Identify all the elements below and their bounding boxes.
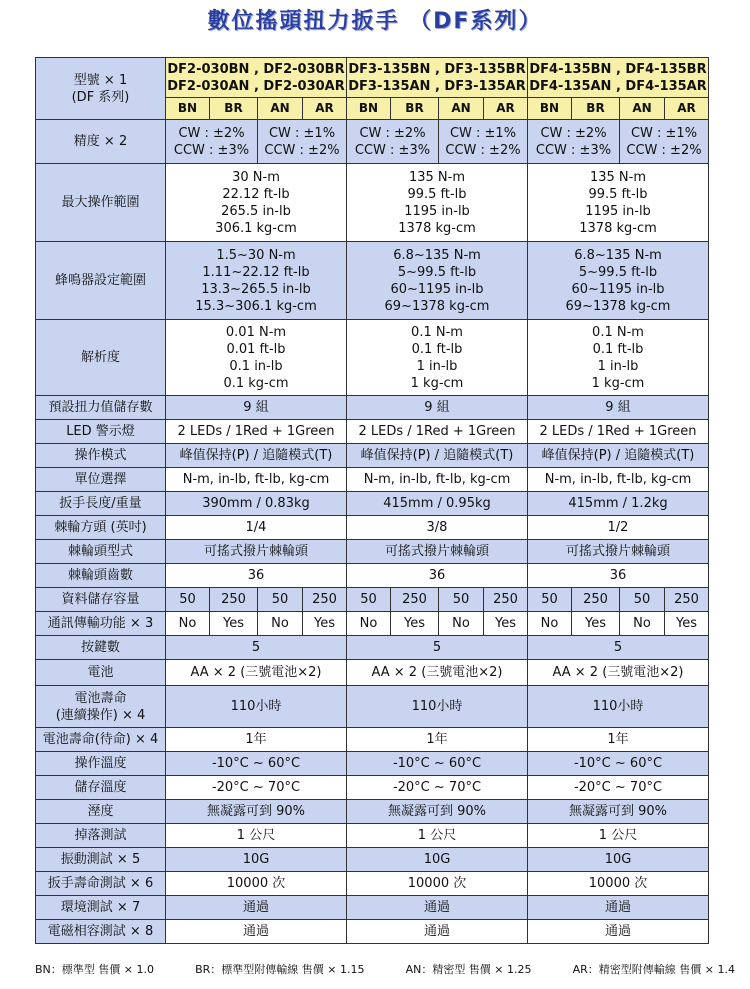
spec-value: 2 LEDs / 1Red + 1Green (347, 420, 528, 444)
table-row (36, 800, 709, 824)
spec-value: 10000 次 (528, 872, 709, 896)
spec-value: CW : ±1% CCW : ±2% (439, 120, 528, 164)
spec-value: -20°C ~ 70°C (166, 776, 347, 800)
table-row (36, 492, 709, 516)
spec-value: 10G (347, 848, 528, 872)
variant-label: AR (484, 98, 528, 120)
footer-br: BR：標準型附傳輸線 售價 × 1.15 (195, 963, 365, 976)
table-row (36, 636, 709, 660)
spec-value: AA × 2 (三號電池×2) (528, 660, 709, 686)
row-label: LED 警示燈 (36, 420, 166, 444)
spec-value: No (439, 612, 484, 636)
spec-value: 1年 (347, 728, 528, 752)
spec-value: 2 LEDs / 1Red + 1Green (166, 420, 347, 444)
spec-value: 10G (166, 848, 347, 872)
spec-value: 可搖式撥片棘輪頭 (528, 540, 709, 564)
table-row (36, 686, 709, 728)
row-label: 環境測試 × 7 (36, 896, 166, 920)
footer-an: AN：精密型 售價 × 1.25 (405, 963, 532, 976)
spec-value: No (166, 612, 210, 636)
page-title: 數位搖頭扭力扳手 （DF系列） (207, 9, 543, 34)
spec-value: -20°C ~ 70°C (347, 776, 528, 800)
row-label: 精度 × 2 (36, 120, 166, 164)
row-label: 溼度 (36, 800, 166, 824)
spec-value: N-m, in-lb, ft-lb, kg-cm (528, 468, 709, 492)
spec-value: 390mm / 0.83kg (166, 492, 347, 516)
row-label: 棘輪頭齒數 (36, 564, 166, 588)
spec-value: 50 (528, 588, 572, 612)
spec-value: Yes (210, 612, 258, 636)
spec-value: 無凝露可到 90% (528, 800, 709, 824)
spec-value: 1.5~30 N-m 1.11~22.12 ft-lb 13.3~265.5 in-lb 15.3~306.1 kg-cm (166, 242, 347, 320)
spec-value: 36 (347, 564, 528, 588)
spec-value: 36 (528, 564, 709, 588)
spec-value: 1年 (528, 728, 709, 752)
row-label: 扳手長度/重量 (36, 492, 166, 516)
spec-value: 2 LEDs / 1Red + 1Green (528, 420, 709, 444)
spec-value: No (347, 612, 391, 636)
row-label: 電磁相容測試 × 8 (36, 920, 166, 944)
variant-label: AR (303, 98, 347, 120)
spec-value: 可搖式撥片棘輪頭 (347, 540, 528, 564)
row-label: 解析度 (36, 320, 166, 396)
spec-value: CW : ±1% CCW : ±2% (620, 120, 709, 164)
spec-value: 6.8~135 N-m 5~99.5 ft-lb 60~1195 in-lb 69~1378 kg-cm (347, 242, 528, 320)
spec-value: 1 公尺 (528, 824, 709, 848)
spec-value: 50 (439, 588, 484, 612)
spec-value: 5 (347, 636, 528, 660)
spec-value: Yes (665, 612, 709, 636)
row-label: 電池壽命(待命) × 4 (36, 728, 166, 752)
row-label: 棘輪頭型式 (36, 540, 166, 564)
row-label: 單位選擇 (36, 468, 166, 492)
spec-value: 峰值保持(P) / 追隨模式(T) (347, 444, 528, 468)
spec-value: 通過 (347, 896, 528, 920)
table-row (36, 540, 709, 564)
row-label: 電池 (36, 660, 166, 686)
spec-value: 通過 (528, 920, 709, 944)
spec-value: 通過 (528, 896, 709, 920)
variant-label: BN (528, 98, 572, 120)
spec-value: AA × 2 (三號電池×2) (166, 660, 347, 686)
spec-value: -10°C ~ 60°C (166, 752, 347, 776)
footer-ar: AR：精密型附傳輸線 售價 × 1.4 (572, 963, 735, 976)
variant-label: AN (620, 98, 665, 120)
row-label: 通訊傳輸功能 × 3 (36, 612, 166, 636)
table-row (36, 516, 709, 540)
spec-table (35, 57, 709, 944)
row-label: 掉落測試 (36, 824, 166, 848)
spec-value: 110小時 (166, 686, 347, 728)
spec-value: 5 (166, 636, 347, 660)
table-row (36, 872, 709, 896)
row-label: 扳手壽命測試 × 6 (36, 872, 166, 896)
spec-value: 250 (391, 588, 439, 612)
spec-value: 1 公尺 (166, 824, 347, 848)
table-row (36, 320, 709, 396)
variant-label: BR (210, 98, 258, 120)
spec-value: Yes (303, 612, 347, 636)
table-row (36, 164, 709, 242)
footer-bn: BN：標準型 售價 × 1.0 (35, 963, 154, 976)
spec-value: -10°C ~ 60°C (347, 752, 528, 776)
spec-value: 110小時 (528, 686, 709, 728)
spec-value: Yes (572, 612, 620, 636)
spec-value: N-m, in-lb, ft-lb, kg-cm (347, 468, 528, 492)
spec-value: 9 組 (528, 396, 709, 420)
spec-value: 1年 (166, 728, 347, 752)
spec-value: CW : ±2% CCW : ±3% (528, 120, 620, 164)
table-row (36, 396, 709, 420)
table-row (36, 612, 709, 636)
row-label: 振動測試 × 5 (36, 848, 166, 872)
table-row (36, 896, 709, 920)
spec-value: 5 (528, 636, 709, 660)
spec-value: 0.1 N-m 0.1 ft-lb 1 in-lb 1 kg-cm (347, 320, 528, 396)
spec-value: Yes (391, 612, 439, 636)
table-row (36, 588, 709, 612)
spec-value: 通過 (347, 920, 528, 944)
spec-value: 9 組 (347, 396, 528, 420)
table-row (36, 824, 709, 848)
spec-value: 50 (347, 588, 391, 612)
spec-value: 415mm / 0.95kg (347, 492, 528, 516)
row-label: 電池壽命 (連續操作) × 4 (36, 686, 166, 728)
spec-value: 250 (665, 588, 709, 612)
spec-value: 峰值保持(P) / 追隨模式(T) (528, 444, 709, 468)
spec-value: 0.1 N-m 0.1 ft-lb 1 in-lb 1 kg-cm (528, 320, 709, 396)
table-row (36, 242, 709, 320)
spec-value: 無凝露可到 90% (347, 800, 528, 824)
spec-value: No (620, 612, 665, 636)
row-label: 資料儲存容量 (36, 588, 166, 612)
row-label: 最大操作範圍 (36, 164, 166, 242)
spec-value: 250 (210, 588, 258, 612)
row-label: 操作模式 (36, 444, 166, 468)
spec-value: 0.01 N-m 0.01 ft-lb 0.1 in-lb 0.1 kg-cm (166, 320, 347, 396)
variant-label: BR (391, 98, 439, 120)
spec-value: 1/2 (528, 516, 709, 540)
variant-label: AN (258, 98, 303, 120)
spec-value: -20°C ~ 70°C (528, 776, 709, 800)
spec-value: 110小時 (347, 686, 528, 728)
table-row (36, 120, 709, 164)
spec-value: CW : ±1% CCW : ±2% (258, 120, 347, 164)
spec-value: CW : ±2% CCW : ±3% (347, 120, 439, 164)
spec-value: No (258, 612, 303, 636)
table-row (36, 920, 709, 944)
spec-value: 250 (303, 588, 347, 612)
spec-value: 3/8 (347, 516, 528, 540)
variant-label: AR (665, 98, 709, 120)
variant-label: BN (166, 98, 210, 120)
variant-label: AN (439, 98, 484, 120)
spec-value: 250 (484, 588, 528, 612)
table-row (36, 444, 709, 468)
model-group: DF4-135BN , DF4-135BR DF4-135AN , DF4-135AR (528, 58, 709, 98)
model-label: 型號 × 1 (DF 系列) (36, 58, 166, 120)
price-footer (35, 961, 735, 977)
table-row (36, 420, 709, 444)
row-label: 操作溫度 (36, 752, 166, 776)
row-label: 預設扭力值儲存數 (36, 396, 166, 420)
spec-value: 通過 (166, 920, 347, 944)
spec-value: 9 組 (166, 396, 347, 420)
spec-value: 50 (258, 588, 303, 612)
spec-value: 10000 次 (347, 872, 528, 896)
table-row (36, 660, 709, 686)
spec-value: N-m, in-lb, ft-lb, kg-cm (166, 468, 347, 492)
row-label: 按鍵數 (36, 636, 166, 660)
spec-value: 10G (528, 848, 709, 872)
spec-value: 135 N-m 99.5 ft-lb 1195 in-lb 1378 kg-cm (528, 164, 709, 242)
spec-value: 10000 次 (166, 872, 347, 896)
model-group: DF3-135BN , DF3-135BR DF3-135AN , DF3-135AR (347, 58, 528, 98)
spec-value: 30 N-m 22.12 ft-lb 265.5 in-lb 306.1 kg-cm (166, 164, 347, 242)
table-row (36, 468, 709, 492)
spec-value: 可搖式撥片棘輪頭 (166, 540, 347, 564)
spec-value: 1 公尺 (347, 824, 528, 848)
spec-value: CW : ±2% CCW : ±3% (166, 120, 258, 164)
spec-value: 峰值保持(P) / 追隨模式(T) (166, 444, 347, 468)
spec-value: 250 (572, 588, 620, 612)
table-row (36, 776, 709, 800)
table-row (36, 728, 709, 752)
spec-value: AA × 2 (三號電池×2) (347, 660, 528, 686)
table-row (36, 848, 709, 872)
spec-value: 50 (620, 588, 665, 612)
spec-value: No (528, 612, 572, 636)
row-label: 儲存溫度 (36, 776, 166, 800)
spec-value: -10°C ~ 60°C (528, 752, 709, 776)
spec-value: 415mm / 1.2kg (528, 492, 709, 516)
spec-value: 50 (166, 588, 210, 612)
table-row (36, 752, 709, 776)
row-label: 棘輪方頭 (英吋) (36, 516, 166, 540)
spec-value: Yes (484, 612, 528, 636)
row-label: 蜂鳴器設定範圍 (36, 242, 166, 320)
spec-value: 通過 (166, 896, 347, 920)
variant-label: BR (572, 98, 620, 120)
variant-label: BN (347, 98, 391, 120)
model-group: DF2-030BN , DF2-030BR DF2-030AN , DF2-030AR (166, 58, 347, 98)
spec-value: 1/4 (166, 516, 347, 540)
table-row (36, 564, 709, 588)
spec-value: 36 (166, 564, 347, 588)
spec-value: 135 N-m 99.5 ft-lb 1195 in-lb 1378 kg-cm (347, 164, 528, 242)
spec-value: 6.8~135 N-m 5~99.5 ft-lb 60~1195 in-lb 69~1378 kg-cm (528, 242, 709, 320)
spec-value: 無凝露可到 90% (166, 800, 347, 824)
table-row (36, 58, 709, 98)
